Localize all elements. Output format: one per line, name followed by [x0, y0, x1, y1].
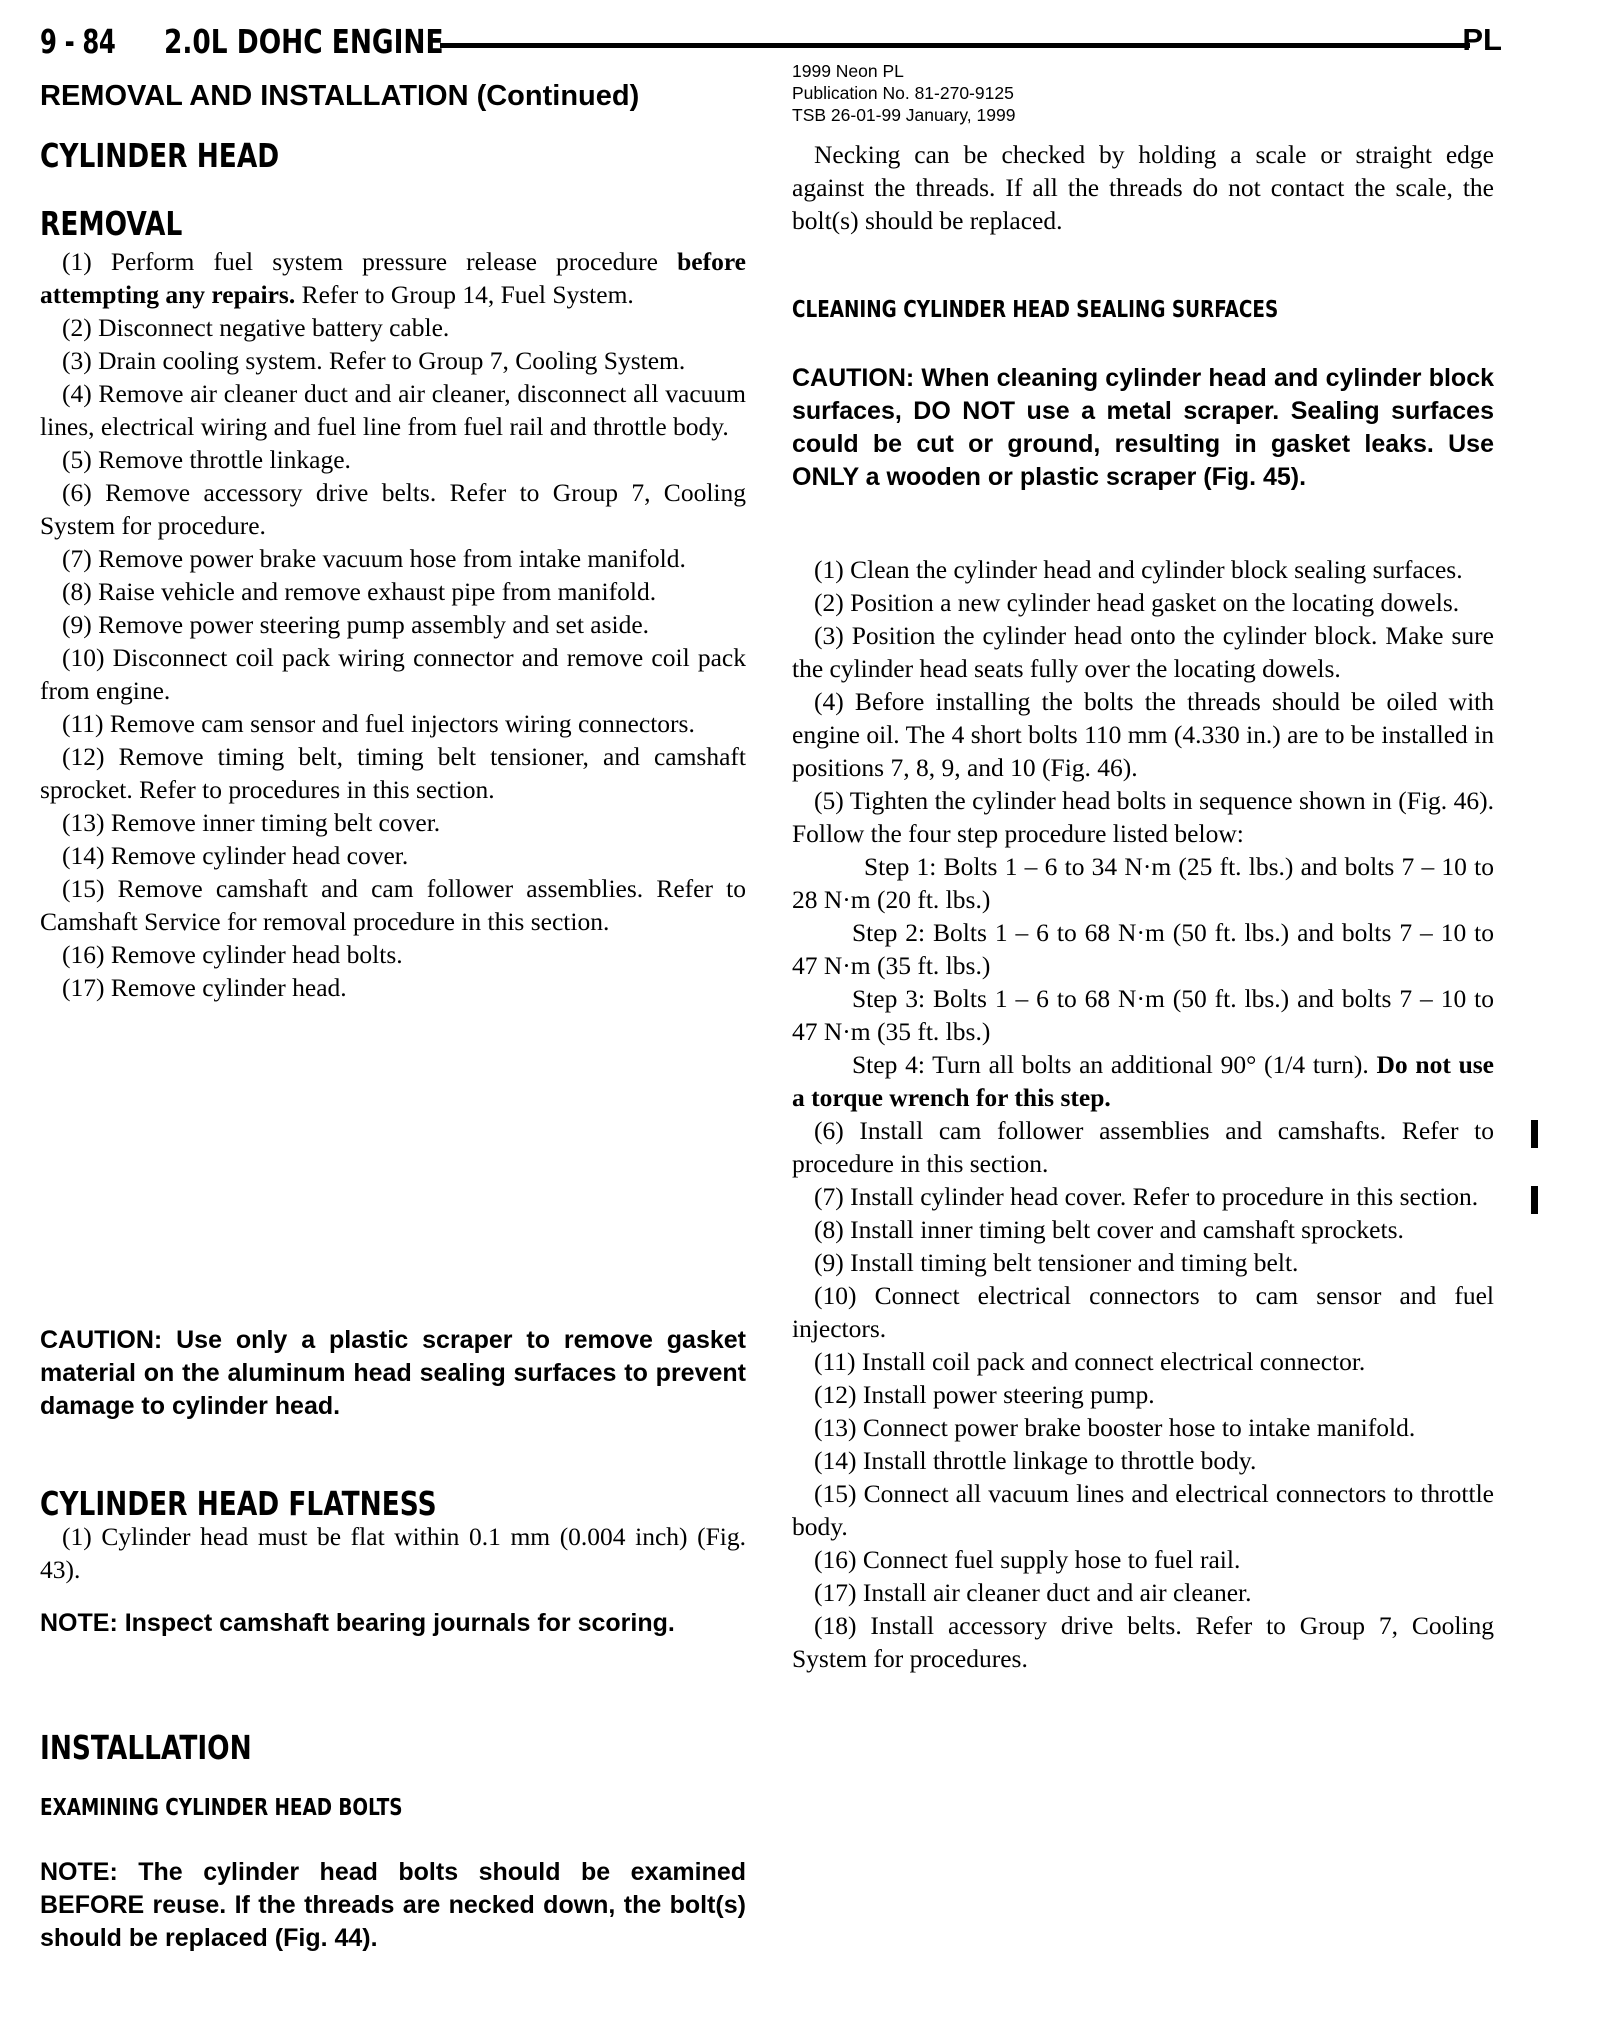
removal-step: (14) Remove cylinder head cover. [62, 841, 409, 870]
installation-step: (18) Install accessory drive belts. Refer to Group 7, Cooling System for procedures. [792, 1611, 1494, 1673]
flatness-text [40, 1520, 746, 1586]
installation-step: (16) Connect fuel supply hose to fuel rail. [814, 1545, 1241, 1574]
section-title: 2.0L DOHC ENGINE [164, 22, 444, 61]
removal-step: (2) Disconnect negative battery cable. [62, 313, 450, 342]
removal-step: (7) Remove power brake vacuum hose from intake manifold. [62, 544, 686, 573]
torque-step: Step 3: Bolts 1 – 6 to 68 N·m (50 ft. lbs.) and bolts 7 – 10 to 47 N·m (35 ft. lbs.) [792, 984, 1494, 1046]
note-camshaft-journals: NOTE: Inspect camshaft bearing journals for scoring. [40, 1609, 675, 1637]
installation-step: (7) Install cylinder head cover. Refer to procedure in this section. [814, 1182, 1479, 1211]
page-header [40, 22, 1502, 66]
installation-step: (4) Before installing the bolts the threads should be oiled with engine oil. The 4 short bolts 110 mm (4.330 in.) are to be installed in positions 7, 8, 9, and 10 (Fig. 46). [792, 687, 1494, 782]
torque-step-4: Step 4: Turn all bolts an additional 90° (1/4 turn). Do not use a torque wrench for this step. [792, 1050, 1494, 1112]
necking-paragraph: Necking can be checked by holding a scale or straight edge against the threads. If all the threads do not contact the scale, the bolt(s) should be replaced. [792, 140, 1494, 235]
installation-step: (9) Install timing belt tensioner and timing belt. [814, 1248, 1299, 1277]
cleaning-heading: CLEANING CYLINDER HEAD SEALING SURFACES [792, 297, 1279, 323]
installation-step: (12) Install power steering pump. [814, 1380, 1155, 1409]
removal-steps [40, 245, 746, 1004]
publication-model: 1999 Neon PL [792, 61, 904, 81]
installation-step: (5) Tighten the cylinder head bolts in sequence shown in (Fig. 46). Follow the four step procedure listed below: [792, 786, 1494, 848]
removal-step: (13) Remove inner timing belt cover. [62, 808, 441, 837]
torque-step: Step 2: Bolts 1 – 6 to 68 N·m (50 ft. lbs.) and bolts 7 – 10 to 47 N·m (35 ft. lbs.) [792, 918, 1494, 980]
installation-step: (11) Install coil pack and connect electrical connector. [814, 1347, 1366, 1376]
torque-step: Step 1: Bolts 1 – 6 to 34 N·m (25 ft. lbs.) and bolts 7 – 10 to 28 N·m (20 ft. lbs.) [792, 852, 1494, 914]
page-number: 9 - 84 [40, 22, 116, 61]
examining-heading: EXAMINING CYLINDER HEAD BOLTS [40, 1795, 403, 1821]
installation-step: (10) Connect electrical connectors to cam sensor and fuel injectors. [792, 1281, 1494, 1343]
removal-step: (12) Remove timing belt, timing belt tensioner, and camshaft sprocket. Refer to procedures in this section. [40, 742, 746, 804]
installation-heading: INSTALLATION [40, 1728, 252, 1767]
necking-text [792, 138, 1494, 237]
publication-tsb: TSB 26-01-99 January, 1999 [792, 105, 1016, 125]
change-bar [1531, 1186, 1538, 1214]
note-bolts-reuse: NOTE: The cylinder head bolts should be examined BEFORE reuse. If the threads are necked down, the bolt(s) should be replaced (Fig. 44). [40, 1858, 746, 1952]
installation-step: (14) Install throttle linkage to throttle body. [814, 1446, 1257, 1475]
removal-step: (17) Remove cylinder head. [62, 973, 347, 1002]
cylinder-head-title: CYLINDER HEAD [40, 136, 280, 175]
removal-step: (10) Disconnect coil pack wiring connector and remove coil pack from engine. [40, 643, 746, 705]
removal-step: (9) Remove power steering pump assembly and set aside. [62, 610, 650, 639]
removal-step: (3) Drain cooling system. Refer to Group 7, Cooling System. [62, 346, 686, 375]
installation-step: (15) Connect all vacuum lines and electrical connectors to throttle body. [792, 1479, 1494, 1541]
installation-step: (17) Install air cleaner duct and air cleaner. [814, 1578, 1252, 1607]
removal-step: (11) Remove cam sensor and fuel injectors wiring connectors. [62, 709, 695, 738]
removal-step: (5) Remove throttle linkage. [62, 445, 351, 474]
caution-plastic-scraper: CAUTION: Use only a plastic scraper to remove gasket material on the aluminum head sealing surfaces to prevent damage to cylinder head. [40, 1326, 746, 1420]
installation-steps [792, 553, 1494, 1675]
removal-heading: REMOVAL [40, 204, 183, 243]
removal-step-1: (1) Perform fuel system pressure release procedure before attempting any repairs. Refer to Group 14, Fuel System. [40, 247, 746, 309]
removal-step: (4) Remove air cleaner duct and air cleaner, disconnect all vacuum lines, electrical wiring and fuel line from fuel rail and throttle body. [40, 379, 746, 441]
removal-step: (6) Remove accessory drive belts. Refer to Group 7, Cooling System for procedure. [40, 478, 746, 540]
installation-step: (8) Install inner timing belt cover and camshaft sprockets. [814, 1215, 1404, 1244]
removal-step: (15) Remove camshaft and cam follower assemblies. Refer to Camshaft Service for removal procedure in this section. [40, 874, 746, 936]
installation-step: (3) Position the cylinder head onto the cylinder block. Make sure the cylinder head seats fully over the locating dowels. [792, 621, 1494, 683]
installation-step: (2) Position a new cylinder head gasket on the locating dowels. [814, 588, 1460, 617]
publication-info [792, 60, 1015, 126]
removal-step: (8) Raise vehicle and remove exhaust pipe from manifold. [62, 577, 657, 606]
removal-step: (16) Remove cylinder head bolts. [62, 940, 403, 969]
installation-step: (1) Clean the cylinder head and cylinder block sealing surfaces. [814, 555, 1463, 584]
flatness-step: (1) Cylinder head must be flat within 0.1 mm (0.004 inch) (Fig. 43). [40, 1522, 746, 1584]
section-label: REMOVAL AND INSTALLATION (Continued) [40, 80, 640, 112]
installation-step: (6) Install cam follower assemblies and camshafts. Refer to procedure in this section. [792, 1116, 1494, 1178]
flatness-heading: CYLINDER HEAD FLATNESS [40, 1484, 437, 1523]
header-rule [440, 43, 1470, 48]
change-bar [1531, 1120, 1538, 1148]
publication-number: Publication No. 81-270-9125 [792, 83, 1014, 103]
installation-step: (13) Connect power brake booster hose to intake manifold. [814, 1413, 1416, 1442]
caution-metal-scraper: CAUTION: When cleaning cylinder head and cylinder block surfaces, DO NOT use a metal scraper. Sealing surfaces could be cut or ground, resulting in gasket leaks. Use ONLY a wooden or plastic scraper (Fig. 45). [792, 364, 1494, 491]
model-code: PL [1462, 22, 1502, 57]
